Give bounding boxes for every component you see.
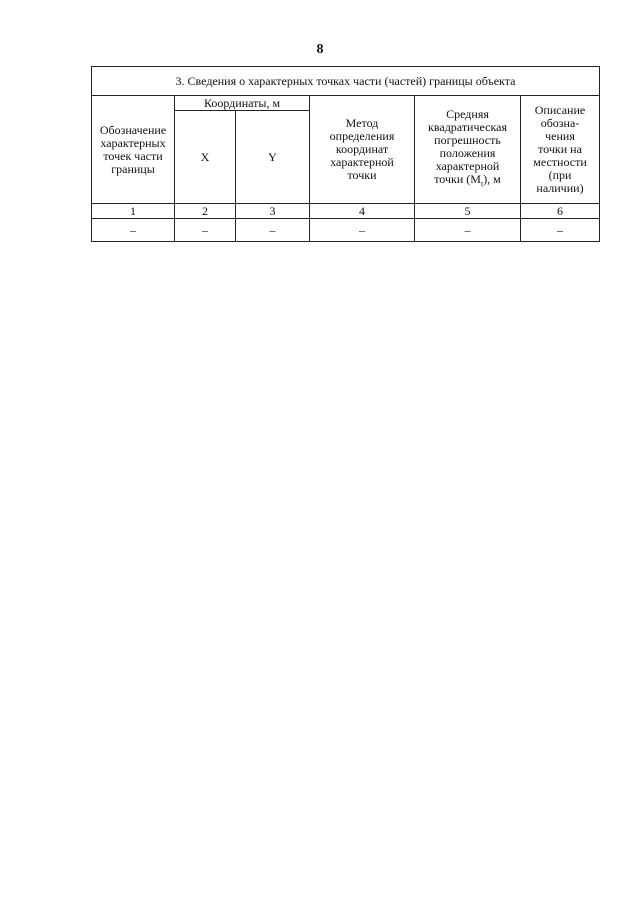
column-number: 4 (310, 204, 415, 219)
header-error-unit: ), м (483, 172, 501, 187)
header-x: X (175, 111, 236, 204)
table-cell: – (236, 219, 310, 242)
table-cell: – (415, 219, 521, 242)
column-number: 5 (415, 204, 521, 219)
header-error-subscript: t (480, 179, 484, 189)
table-row (92, 219, 600, 242)
table-title: 3. Сведения о характерных точках части (частей) границы объекта (92, 67, 600, 96)
boundary-points-table (91, 66, 600, 242)
column-number: 3 (236, 204, 310, 219)
header-point-designation: Обозначение характерных точек части границы (92, 96, 175, 204)
table-cell: – (92, 219, 175, 242)
column-number: 2 (175, 204, 236, 219)
column-numbers-row (92, 204, 600, 219)
header-description: Описание обозна- чения точки на местности (при наличии) (521, 96, 600, 204)
table-cell: – (310, 219, 415, 242)
table-title-row (92, 67, 600, 96)
header-row-top (92, 96, 600, 111)
column-number: 6 (521, 204, 600, 219)
header-error (415, 96, 521, 204)
table-cell: – (521, 219, 600, 242)
table-cell: – (175, 219, 236, 242)
header-y: Y (236, 111, 310, 204)
column-number: 1 (92, 204, 175, 219)
page-number: 8 (316, 42, 324, 57)
header-method: Метод определения координат характерной точки (310, 96, 415, 204)
header-error-text: Средняя квадратическая погрешность положения характерной точки (M (428, 107, 507, 187)
header-coordinates: Координаты, м (175, 96, 310, 111)
